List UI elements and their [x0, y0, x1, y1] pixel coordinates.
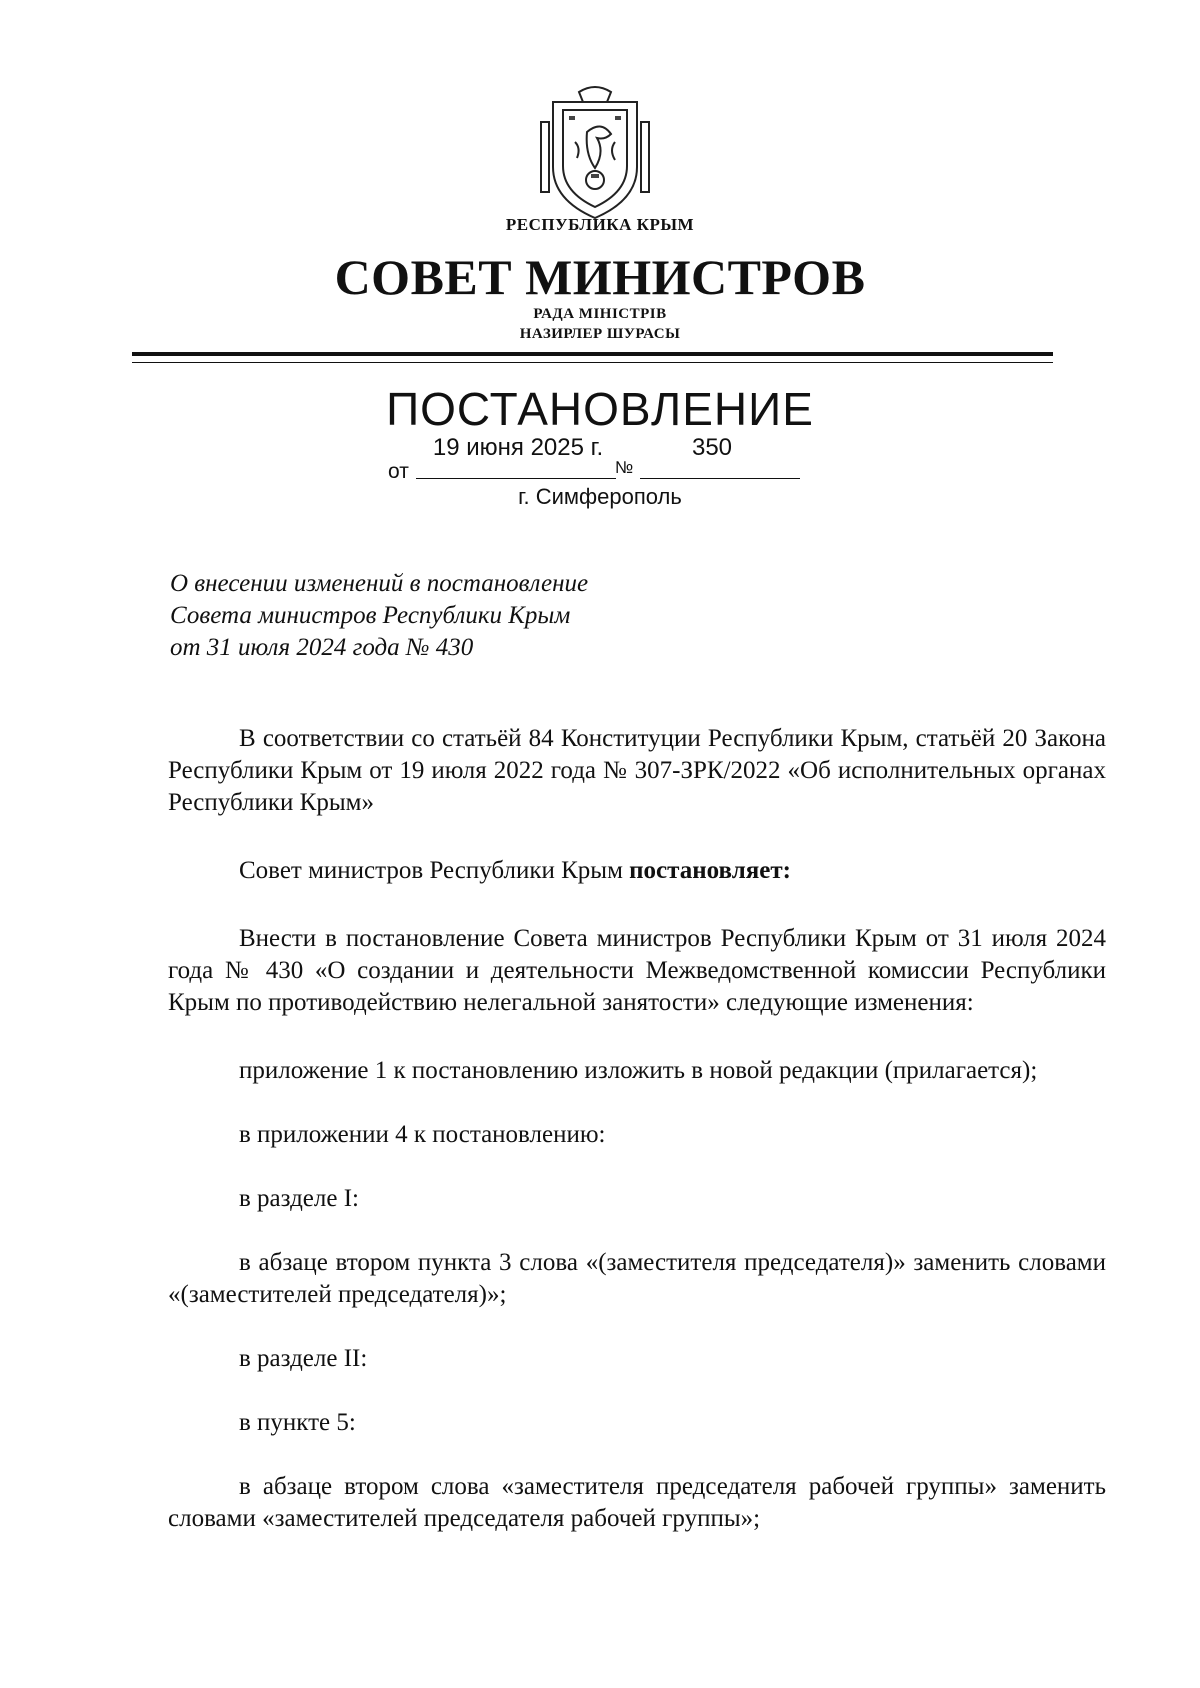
- crimea-coat-of-arms-icon: [535, 82, 655, 222]
- document-city: г. Симферополь: [518, 484, 682, 509]
- body-paragraph: в приложении 4 к постановлению:: [239, 1121, 606, 1148]
- body-paragraph: В соответствии со статьёй 84 Конституции Республики Крым, статьёй 20 Закона Республики Крым от 19 июля 2022 года № 307-ЗРК/2022 «Об исполнительных органах Республики Крым»: [168, 725, 1106, 816]
- body-paragraph: приложение 1 к постановлению изложить в новой редакции (прилагается);: [239, 1057, 1038, 1084]
- resolution-verb: постановляет:: [629, 857, 791, 884]
- council-title: СОВЕТ МИНИСТРОВ: [334, 249, 866, 305]
- date-underline: [416, 478, 616, 479]
- council-title-ukrainian: РАДА МІНІСТРІВ: [533, 306, 667, 322]
- number-underline: [640, 478, 800, 479]
- header-divider-thick: [132, 352, 1053, 356]
- document-type-title: ПОСТАНОВЛЕНИЕ: [386, 383, 814, 435]
- document-subject: [170, 568, 588, 664]
- document-number: 350: [691, 434, 733, 461]
- body-paragraph: в разделе II:: [239, 1345, 368, 1372]
- date-prefix-label: от: [388, 460, 409, 483]
- body-paragraph: в разделе I:: [239, 1185, 359, 1212]
- republic-title: РЕСПУБЛИКА КРЫМ: [505, 215, 695, 234]
- body-paragraph: в абзаце втором пункта 3 слова «(заместителя председателя)» заменить словами «(заместителей председателя)»;: [168, 1249, 1106, 1308]
- resolution-lead: Совет министров Республики Крым: [239, 857, 630, 884]
- subject-line: О внесении изменений в постановление: [170, 570, 589, 597]
- subject-line: Совета министров Республики Крым: [170, 602, 571, 629]
- body-paragraph: в абзаце втором слова «заместителя председателя рабочей группы» заменить словами «заместителей председателя рабочей группы»;: [168, 1473, 1106, 1532]
- subject-line: от 31 июля 2024 года № 430: [170, 634, 474, 661]
- council-title-crimean-tatar: НАЗИРЛЕР ШУРАСЫ: [519, 326, 681, 342]
- body-paragraph: в пункте 5:: [239, 1409, 356, 1436]
- header-divider-thin: [132, 362, 1053, 363]
- body-paragraph: Внести в постановление Совета министров Республики Крым от 31 июля 2024 года № 430 «О создании и деятельности Межведомственной комиссии Республики Крым по противодействию нелегальной занятости» следующие изменения:: [168, 925, 1106, 1016]
- document-date: 19 июня 2025 г.: [432, 434, 604, 461]
- number-label: №: [615, 458, 634, 477]
- body-paragraph: [168, 855, 1106, 887]
- document-body: [168, 723, 1106, 1567]
